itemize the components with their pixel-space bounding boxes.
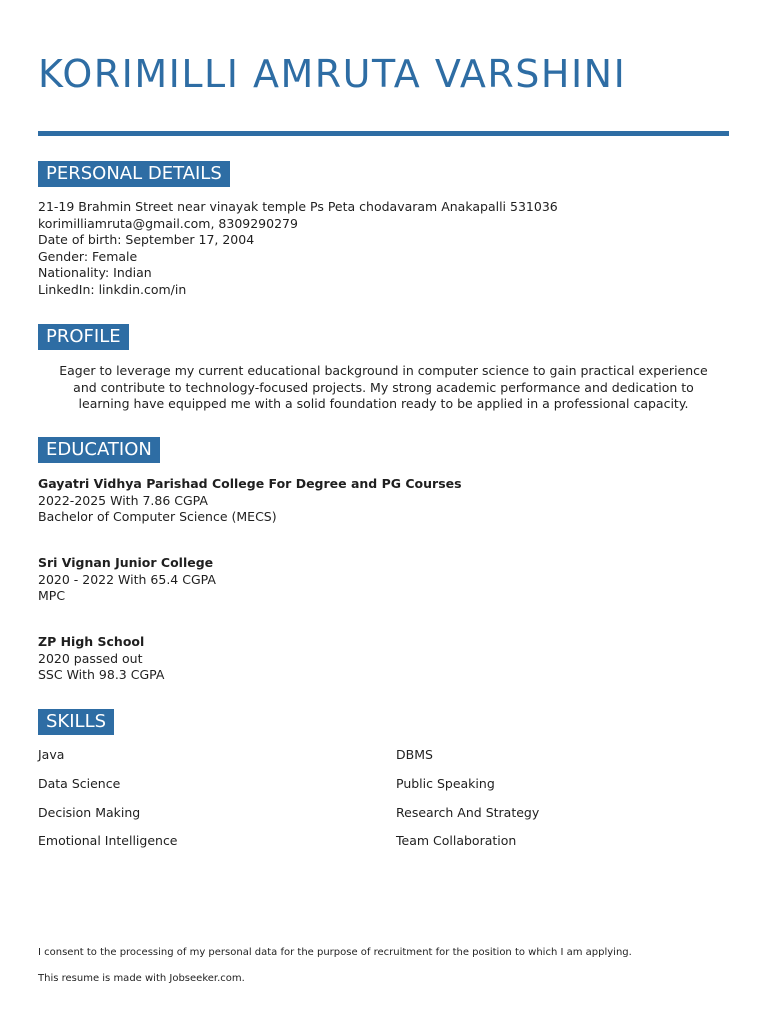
skill-item: Team Collaboration — [396, 833, 517, 848]
skill-item: Public Speaking — [396, 776, 495, 791]
skill-item: Decision Making — [38, 805, 141, 820]
profile-summary — [38, 363, 729, 413]
section-title-education: EDUCATION — [38, 437, 160, 463]
education-period: 2020 - 2022 With 65.4 CGPA — [38, 572, 216, 587]
skill-item: Data Science — [38, 776, 121, 791]
personal-address: 21-19 Brahmin Street near vinayak temple Ps Peta chodavaram Anakapalli 531036 — [38, 199, 558, 214]
section-title-skills: SKILLS — [38, 709, 114, 735]
personal-nationality: Nationality: Indian — [38, 265, 152, 280]
section-title-profile: PROFILE — [38, 324, 129, 350]
education-school: Gayatri Vidhya Parishad College For Degree and PG Courses — [38, 476, 462, 491]
made-with-note: This resume is made with Jobseeker.com. — [38, 973, 245, 984]
skill-item: Java — [38, 747, 65, 762]
education-period: 2020 passed out — [38, 651, 143, 666]
candidate-name: KORIMILLI AMRUTA VARSHINI — [38, 52, 627, 96]
profile-line: learning have equipped me with a solid foundation ready to be applied in a professional capacity. — [78, 396, 689, 412]
personal-linkedin: LinkedIn: linkdin.com/in — [38, 282, 187, 297]
education-degree: SSC With 98.3 CGPA — [38, 667, 165, 682]
section-title-personal-details: PERSONAL DETAILS — [38, 161, 230, 187]
education-period: 2022-2025 With 7.86 CGPA — [38, 493, 208, 508]
profile-line: and contribute to technology-focused projects. My strong academic performance and dedication to — [73, 379, 694, 395]
personal-contact: korimilliamruta@gmail.com, 8309290279 — [38, 216, 298, 231]
education-school: Sri Vignan Junior College — [38, 555, 214, 570]
personal-gender: Gender: Female — [38, 249, 138, 264]
personal-dob: Date of birth: September 17, 2004 — [38, 232, 255, 247]
header-divider — [38, 131, 729, 136]
skill-item: DBMS — [396, 747, 433, 762]
skill-item: Research And Strategy — [396, 805, 540, 820]
education-degree: MPC — [38, 588, 66, 603]
education-school: ZP High School — [38, 634, 145, 649]
profile-line: Eager to leverage my current educational background in computer science to gain practical experience — [59, 363, 708, 378]
skill-item: Emotional Intelligence — [38, 833, 178, 848]
education-degree: Bachelor of Computer Science (MECS) — [38, 509, 277, 524]
consent-statement: I consent to the processing of my personal data for the purpose of recruitment for the position to which I am applying. — [38, 947, 632, 958]
